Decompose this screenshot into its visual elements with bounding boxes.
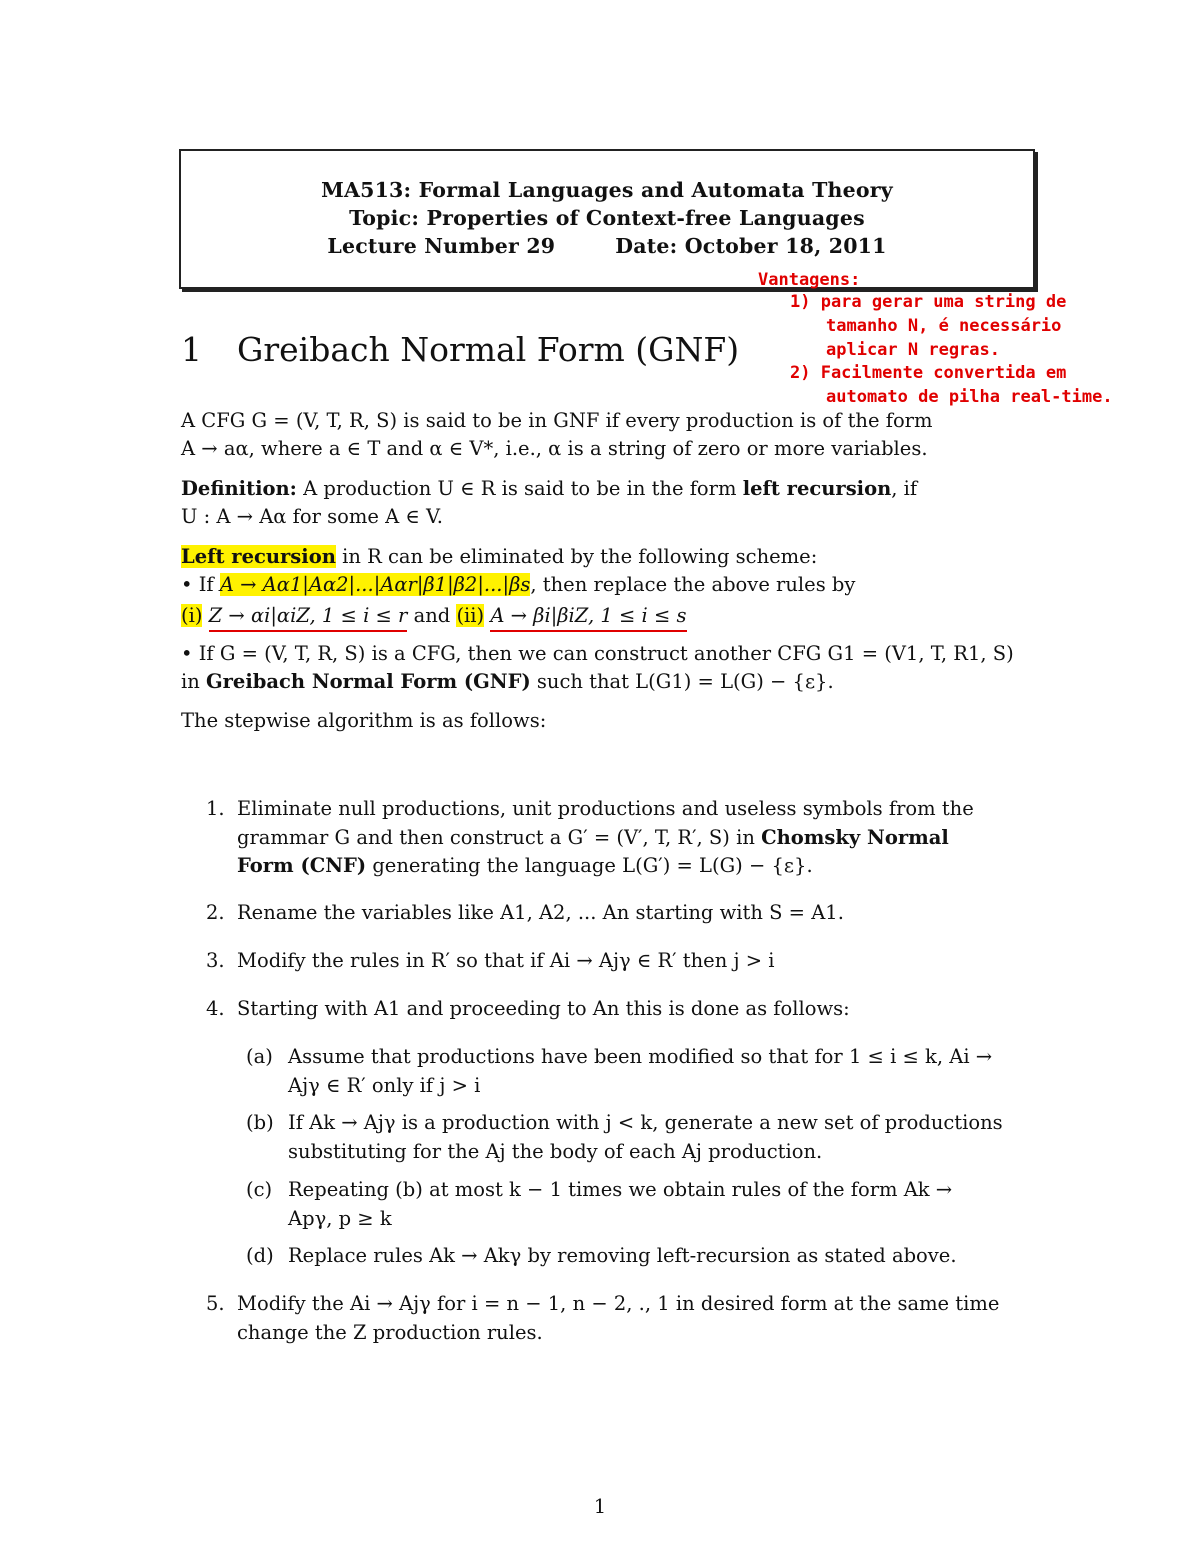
topic-line: Topic: Properties of Context-free Languages bbox=[349, 206, 865, 230]
definition-line-2: U : A → Aα for some A ∈ V. bbox=[181, 505, 443, 528]
left-recursion-line: Left recursion in R can be eliminated by the following scheme: bbox=[181, 545, 818, 568]
annotation-line-4: 2) Facilmente convertida em bbox=[790, 363, 1067, 383]
stepwise-intro: The stepwise algorithm is as follows: bbox=[181, 709, 547, 732]
section-heading bbox=[181, 330, 739, 369]
annotation-line-5: automato de pilha real-time. bbox=[826, 387, 1113, 407]
annotation-line-3: aplicar N regras. bbox=[826, 340, 1000, 360]
replacement-rules-line: (i) Z → αi|αiZ, 1 ≤ i ≤ r and (ii) A → βi|βiZ, 1 ≤ i ≤ s bbox=[181, 602, 1017, 631]
substep-d: (d) Replace rules Ak → Akγ by removing left-recursion as stated above. bbox=[246, 1244, 957, 1267]
substep-b: (b) If Ak → Ajγ is a production with j < k, generate a new set of productions substituting for the Aj the body of each Aj production. bbox=[246, 1111, 1003, 1163]
annotation-line-2: tamanho N, é necessário bbox=[826, 316, 1062, 336]
section-title: Greibach Normal Form (GNF) bbox=[237, 330, 740, 369]
step-1: 1. Eliminate null productions, unit productions and useless symbols from the grammar G and then construct a G′ = (V′, T, R′, S) in Chomsky Normal Form (CNF) generating the language L(G′) = L(G) − {ε}. bbox=[206, 797, 974, 877]
lecture-number: Lecture Number 29 bbox=[327, 234, 556, 258]
annotation-title: Vantagens: bbox=[758, 270, 861, 290]
gnf-definition-line-2: A → aα, where a ∈ T and α ∈ V*, i.e., α is a string of zero or more variables. bbox=[181, 437, 928, 460]
replacement-ii-rule: A → βi|βiZ, 1 ≤ i ≤ s bbox=[490, 604, 686, 632]
lecture-date: Date: October 18, 2011 bbox=[615, 234, 887, 258]
replacement-ii-label: (ii) bbox=[456, 604, 485, 627]
definition-line-1: Definition: A production U ∈ R is said to be in the form left recursion, if bbox=[181, 477, 918, 500]
replacement-i-label: (i) bbox=[181, 604, 203, 627]
step-3: 3. Modify the rules in R′ so that if Ai → Ajγ ∈ R′ then j > i bbox=[206, 949, 775, 972]
construct-gnf-line-2: in Greibach Normal Form (GNF) such that L(G1) = L(G) − {ε}. bbox=[181, 670, 834, 693]
lecture-date-line bbox=[179, 234, 1035, 258]
construct-gnf-line-1: • If G = (V, T, R, S) is a CFG, then we can construct another CFG G1 = (V1, T, R1, S) bbox=[181, 642, 1014, 665]
definition-label: Definition: bbox=[181, 477, 297, 500]
replacement-i-rule: Z → αi|αiZ, 1 ≤ i ≤ r bbox=[209, 604, 408, 632]
section-number: 1 bbox=[181, 330, 202, 369]
gnf-definition-line-1: A CFG G = (V, T, R, S) is said to be in GNF if every production is of the form bbox=[181, 409, 933, 432]
substep-c: (c) Repeating (b) at most k − 1 times we obtain rules of the form Ak → Apγ, p ≥ k bbox=[246, 1178, 953, 1230]
left-recursive-rule: A → Aα1|Aα2|...|Aαr|β1|β2|...|βs bbox=[219, 573, 531, 596]
page-number: 1 bbox=[593, 1495, 607, 1518]
annotation-line-1: 1) para gerar uma string de bbox=[790, 292, 1067, 312]
step-5: 5. Modify the Ai → Ajγ for i = n − 1, n − 2, ., 1 in desired form at the same time change the Z production rules. bbox=[206, 1292, 1000, 1344]
substep-a: (a) Assume that productions have been modified so that for 1 ≤ i ≤ k, Ai → Ajγ ∈ R′ only if j > i bbox=[246, 1045, 993, 1097]
gnf-term: Greibach Normal Form (GNF) bbox=[206, 670, 531, 693]
course-title: MA513: Formal Languages and Automata Theory bbox=[321, 178, 893, 202]
definition-term: left recursion bbox=[742, 477, 892, 500]
bullet-rule-line: • If A → Aα1|Aα2|...|Aαr|β1|β2|...|βs, then replace the above rules by bbox=[181, 573, 856, 596]
left-recursion-highlight: Left recursion bbox=[181, 545, 336, 568]
step-4: 4. Starting with A1 and proceeding to An this is done as follows: bbox=[206, 997, 850, 1020]
step-2: 2. Rename the variables like A1, A2, ... An starting with S = A1. bbox=[206, 901, 844, 924]
